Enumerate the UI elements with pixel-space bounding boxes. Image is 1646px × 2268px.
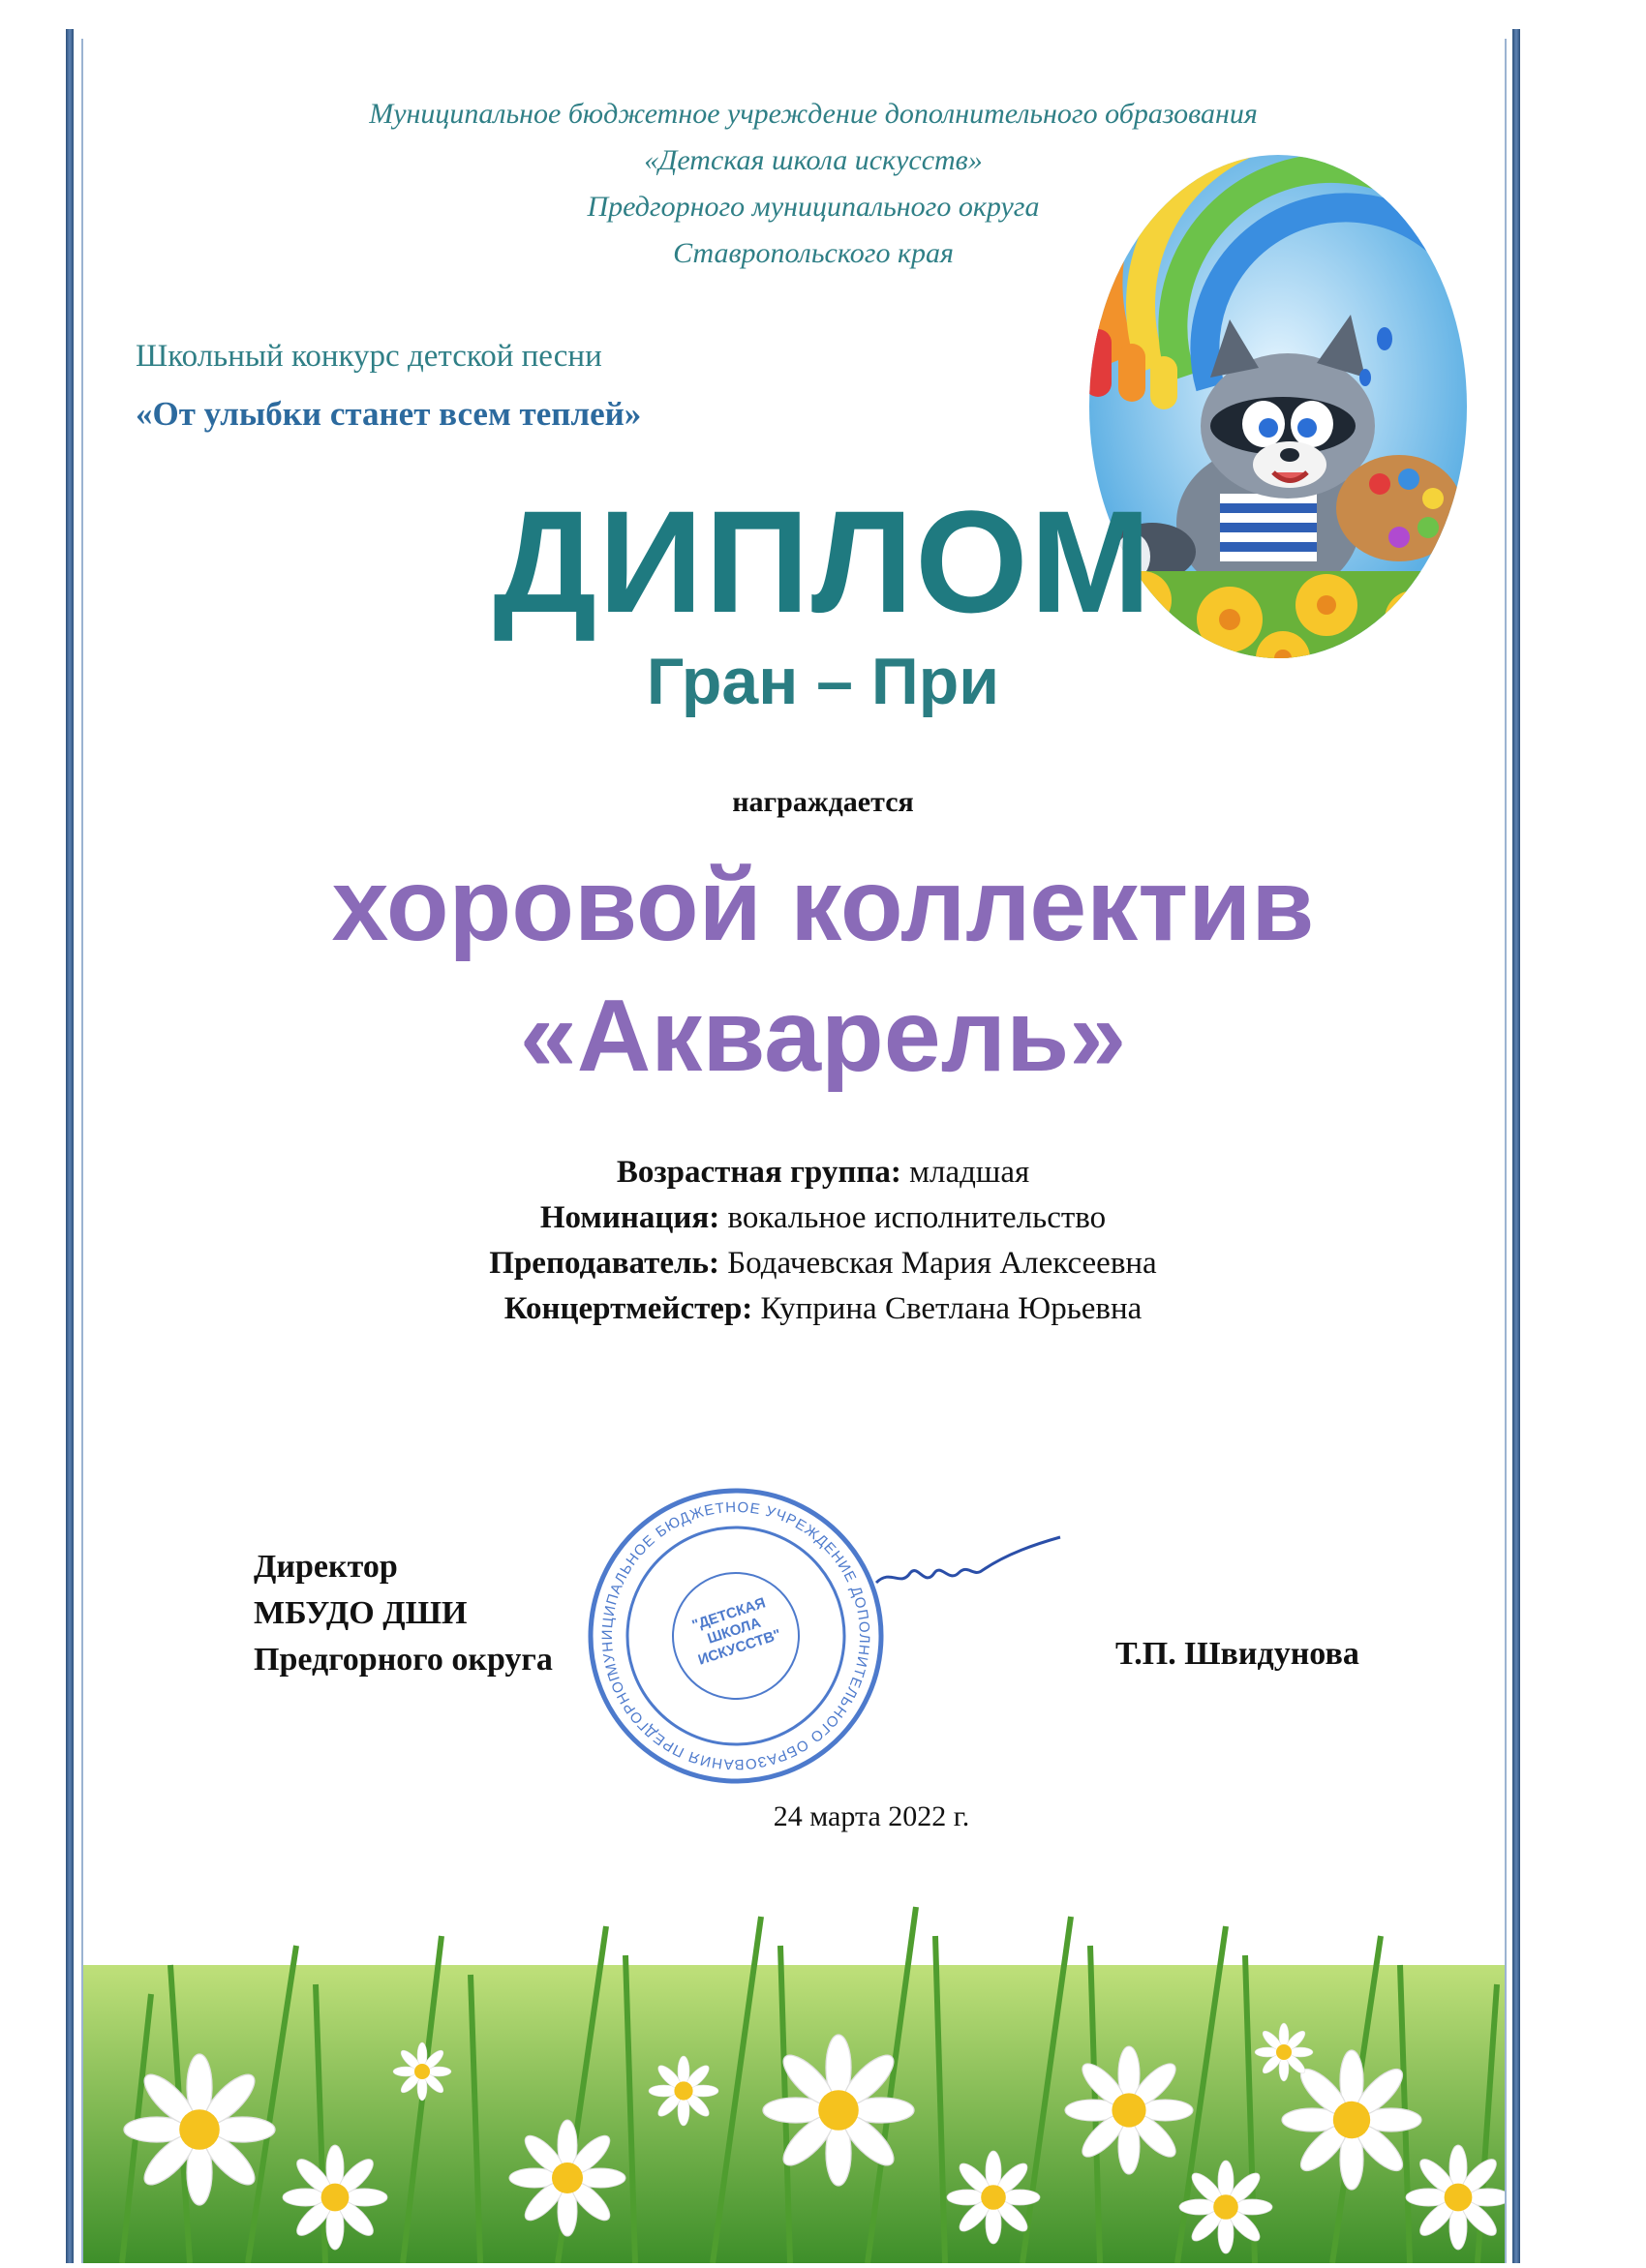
signatory-title: Директор — [254, 1549, 398, 1585]
stamp-seal-icon — [581, 1481, 891, 1791]
handwritten-signature — [871, 1529, 1065, 1607]
detail-value: Куприна Светлана Юрьевна — [760, 1291, 1143, 1326]
awarded-text: награждается — [732, 786, 914, 818]
signatory-district: Предгорного округа — [254, 1642, 553, 1678]
detail-teacher — [290, 1241, 1356, 1286]
daisy-meadow-illustration — [83, 1791, 1505, 2263]
detail-value: вокальное исполнительство — [727, 1200, 1107, 1235]
detail-nomination — [290, 1195, 1356, 1241]
official-stamp — [581, 1481, 891, 1791]
detail-label: Концертмейстер: — [503, 1291, 753, 1326]
diploma-title: ДИПЛОМ — [493, 480, 1153, 643]
detail-accompanist — [290, 1286, 1356, 1332]
org-line-4: Ставропольского края — [673, 237, 954, 269]
detail-label: Номинация: — [539, 1200, 720, 1235]
frame-right-border — [1512, 29, 1520, 2263]
signatory-name: Т.П. Швидунова — [1115, 1636, 1359, 1672]
signature-scribble-icon — [871, 1529, 1065, 1607]
signatory-block — [254, 1544, 553, 1683]
signatory-org: МБУДО ДШИ — [254, 1595, 468, 1631]
org-line-3: Предгорного муниципального округа — [587, 191, 1040, 223]
detail-value: младшая — [909, 1155, 1030, 1190]
contest-name: Школьный конкурс детской песни — [136, 339, 602, 374]
contest-motto: «От улыбки станет всем теплей» — [136, 395, 642, 433]
detail-age-group — [290, 1150, 1356, 1195]
details-block — [290, 1150, 1356, 1332]
stamp-center-text: "ДЕТСКАЯ ШКОЛА ИСКУССТВ" — [689, 1594, 783, 1669]
frame-left-border — [66, 29, 74, 2263]
detail-label: Возрастная группа: — [616, 1155, 901, 1190]
award-level: Гран – При — [646, 645, 1000, 718]
daisy-grass-icon — [83, 1791, 1505, 2263]
frame-right-inner-line — [1505, 39, 1507, 2263]
recipient-line-1: хоровой коллектив — [331, 848, 1315, 962]
recipient-line-2: «Акварель» — [519, 979, 1127, 1093]
stamp-ring-text: МУНИЦИПАЛЬНОЕ БЮДЖЕТНОЕ УЧРЕЖДЕНИЕ ДОПОЛНИТЕЛЬНОГО ОБРАЗОВАНИЯ ПРЕДГОРНОГО — [598, 1498, 873, 1773]
detail-label: Преподаватель: — [489, 1246, 719, 1281]
detail-value: Бодачевская Мария Алексеевна — [727, 1246, 1157, 1281]
org-line-2: «Детская школа искусств» — [644, 144, 983, 176]
issue-date: 24 марта 2022 г. — [773, 1800, 970, 1832]
org-line-1: Муниципальное бюджетное учреждение дополнительного образования — [369, 98, 1258, 130]
